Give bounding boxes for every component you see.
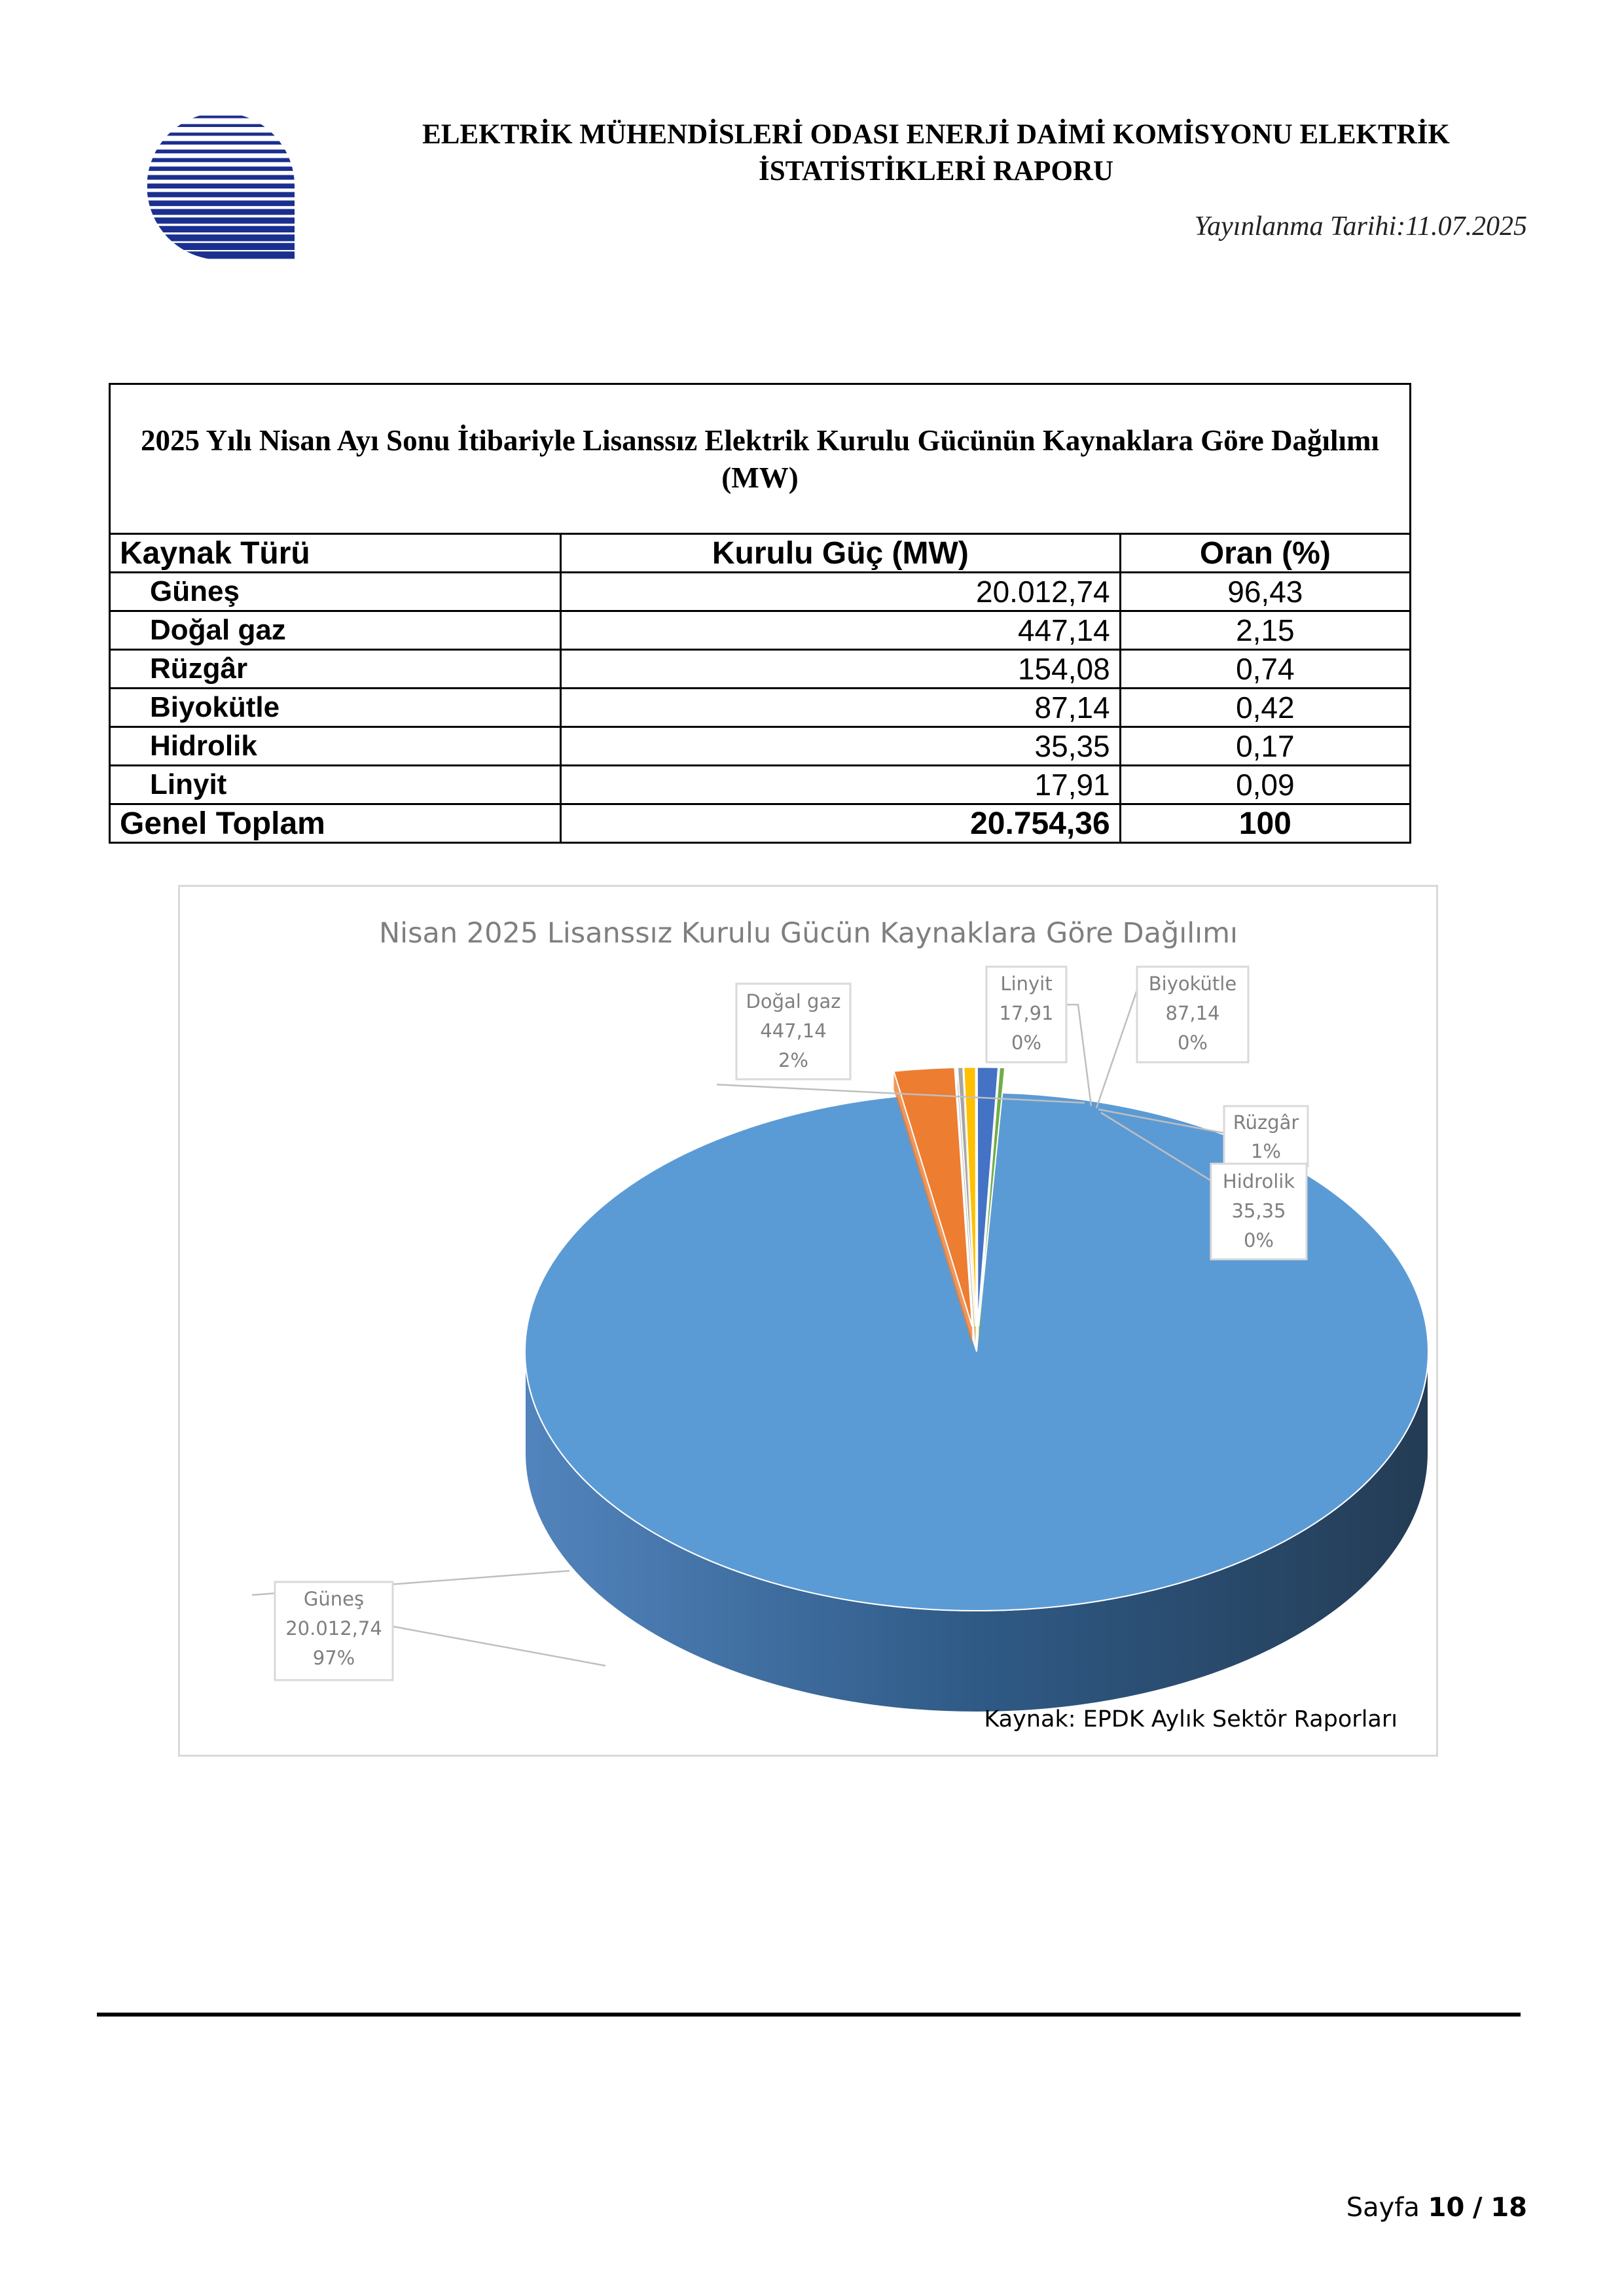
row-share: 0,17 (1120, 727, 1410, 766)
page-separator: / (1473, 2193, 1483, 2223)
footer-divider (97, 2013, 1521, 2017)
logo-stripe (147, 226, 295, 232)
leader-line-linyit (1067, 1005, 1091, 1106)
table-row (110, 766, 1411, 804)
pie-chart (178, 885, 1438, 1757)
table-caption-row (110, 384, 1411, 534)
publish-date: Yayınlanma Tarihi:11.07.2025 (1194, 211, 1527, 242)
label-name: Linyit (1000, 973, 1053, 995)
leader-line-gunes-2 (393, 1626, 605, 1666)
current-page: 10 (1428, 2193, 1465, 2223)
report-title (353, 117, 1519, 190)
header-share: Oran (%) (1120, 534, 1410, 573)
row-share: 2,15 (1120, 611, 1410, 650)
label-name: Güneş (303, 1588, 365, 1610)
data-label-linyit (986, 967, 1066, 1062)
row-power: 154,08 (561, 650, 1121, 689)
logo-stripe (147, 217, 295, 223)
table-row (110, 611, 1411, 650)
logo-stripe (147, 166, 295, 171)
header-source: Kaynak Türü (110, 534, 561, 573)
row-share: 96,43 (1120, 573, 1410, 611)
data-label-gunes (275, 1582, 393, 1680)
total-share: 100 (1120, 804, 1410, 843)
report-title-line-1: ELEKTRİK MÜHENDİSLERİ ODASI ENERJİ DAİMİ KOMİSYONU ELEKTRİK (422, 119, 1450, 150)
row-power: 20.012,74 (561, 573, 1121, 611)
leader-line-biyokutle (1096, 978, 1141, 1108)
page-prefix: Sayfa (1346, 2193, 1420, 2223)
label-value: 17,91 (999, 1002, 1054, 1024)
logo-stripe (147, 116, 295, 118)
header-power: Kurulu Güç (MW) (561, 534, 1121, 573)
data-label-dogal-gaz (736, 984, 850, 1079)
row-share: 0,74 (1120, 650, 1410, 689)
logo-stripe (147, 209, 295, 215)
page-number (1346, 2193, 1527, 2223)
label-pct: 2% (778, 1049, 809, 1071)
label-value: 447,14 (760, 1020, 827, 1042)
label-pct: 97% (312, 1647, 355, 1669)
chart-source-note: Kaynak: EPDK Aylık Sektör Raporları (984, 1706, 1398, 1732)
row-source: Linyit (110, 766, 561, 804)
logo-stripe (147, 133, 295, 136)
logo-stripe (147, 234, 295, 241)
report-title-line-2: İSTATİSTİKLERİ RAPORU (758, 156, 1113, 187)
table-row (110, 727, 1411, 766)
row-power: 17,91 (561, 766, 1121, 804)
logo-stripe (147, 124, 295, 127)
logo-stripe (147, 150, 295, 154)
total-pages: 18 (1490, 2193, 1527, 2223)
capacity-table (109, 383, 1411, 844)
row-source: Rüzgâr (110, 650, 561, 689)
row-source: Güneş (110, 573, 561, 611)
label-value: 87,14 (1165, 1002, 1220, 1024)
row-power: 447,14 (561, 611, 1121, 650)
label-pct: 0% (1177, 1031, 1208, 1054)
table-total-row (110, 804, 1411, 843)
logo-stripe (147, 243, 295, 250)
label-value: 35,35 (1231, 1200, 1286, 1222)
label-pct: 0% (1011, 1031, 1042, 1054)
logo-stripe (147, 158, 295, 162)
table-caption: 2025 Yılı Nisan Ayı Sonu İtibariyle Lisanssız Elektrik Kurulu Gücünün Kaynaklara Göre Dağılımı (MW) (110, 384, 1411, 534)
label-name: Rüzgâr (1233, 1111, 1299, 1134)
data-label-ruzgar (1224, 1106, 1308, 1166)
logo-stripe (147, 251, 295, 259)
pie-chart-canvas (180, 887, 1436, 1755)
label-value: 20.012,74 (285, 1617, 382, 1640)
logo-stripe (147, 200, 295, 206)
label-pct: 1% (1250, 1140, 1282, 1162)
table-header-row (110, 534, 1411, 573)
row-power: 35,35 (561, 727, 1121, 766)
total-label: Genel Toplam (110, 804, 561, 843)
label-name: Doğal gaz (746, 990, 841, 1013)
label-name: Hidrolik (1222, 1170, 1295, 1193)
data-label-hidrolik (1211, 1164, 1307, 1259)
logo-stripe (147, 192, 295, 197)
chart-title: Nisan 2025 Lisanssız Kurulu Gücün Kaynaklara Göre Dağılımı (379, 917, 1238, 950)
emo-logo (147, 113, 295, 260)
row-share: 0,09 (1120, 766, 1410, 804)
logo-stripe (147, 141, 295, 145)
table-row (110, 650, 1411, 689)
logo-stripe (147, 183, 295, 188)
row-source: Hidrolik (110, 727, 561, 766)
row-share: 0,42 (1120, 689, 1410, 727)
logo-stripe (147, 175, 295, 179)
data-label-biyokutle (1137, 967, 1248, 1062)
total-power: 20.754,36 (561, 804, 1121, 843)
table-row (110, 573, 1411, 611)
row-source: Biyokütle (110, 689, 561, 727)
label-pct: 0% (1243, 1229, 1274, 1251)
table-row (110, 689, 1411, 727)
label-name: Biyokütle (1148, 973, 1237, 995)
row-source: Doğal gaz (110, 611, 561, 650)
row-power: 87,14 (561, 689, 1121, 727)
